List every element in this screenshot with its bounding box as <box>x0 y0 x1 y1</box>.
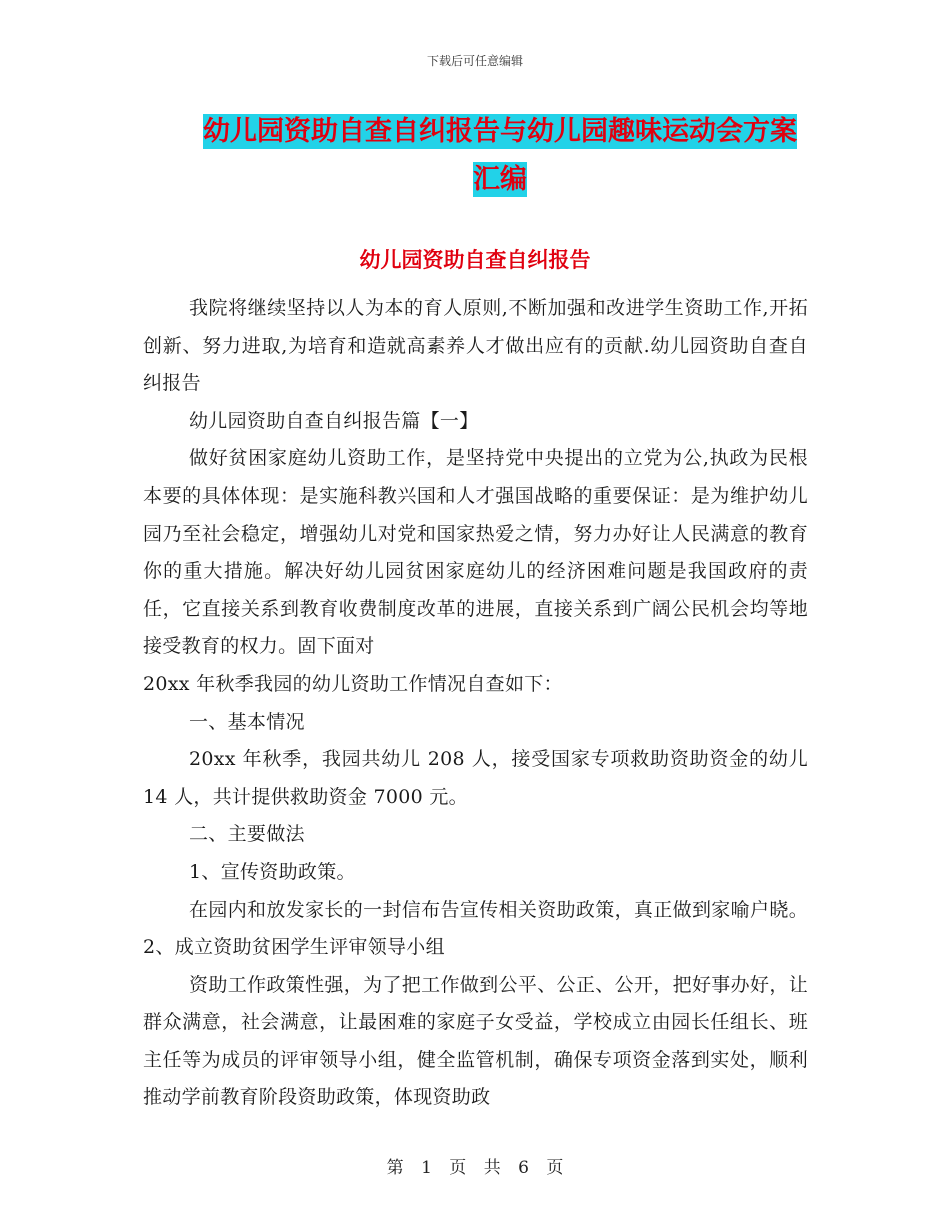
heading-policy-publicity: 1、宣传资助政策。 <box>189 860 356 883</box>
heading-main-practices: 二、主要做法 <box>189 823 305 846</box>
paragraph-main: 做好贫困家庭幼儿资助工作，是坚持党中央提出的立党为公,执政为民根本要的具体体现：是实施科教兴国和人才强国战略的重要保证：是为维护幼儿园乃至社会稳定，增强幼儿对党和国家热爱之情，努力办好让人民满意的教育你的重大措施。解决好幼儿园贫困家庭幼儿的经济困难问题是我国政府的责任，它直接关系到教育收费制度改革的进展，直接关系到广阔公民机会均等地接受教育的权力。固下面对 <box>143 447 808 658</box>
current-page-number: 1 <box>421 1158 432 1178</box>
document-title <box>190 108 810 204</box>
footer-prefix: 第 <box>386 1158 404 1178</box>
heading-basic-info: 一、基本情况 <box>189 710 305 733</box>
section-title: 幼儿园资助自查自纠报告 <box>359 248 591 272</box>
footer-total-prefix: 共 <box>483 1158 501 1178</box>
paragraph-intro: 我院将继续坚持以人为本的育人原则,不断加强和改进学生资助工作,开拓创新、努力进取,为培育和造就高素养人才做出应有的贡献.幼儿园资助自查自纠报告 <box>143 297 808 395</box>
paragraph-subheading: 幼儿园资助自查自纠报告篇【一】 <box>189 409 479 432</box>
footer-suffix: 页 <box>546 1158 564 1178</box>
paragraph-basic-info: 20xx 年秋季，我园共幼儿 208 人，接受国家专项救助资助资金的幼儿 14 人，共计提供救助资金 7000 元。 <box>143 748 808 808</box>
total-page-number: 6 <box>518 1158 529 1178</box>
paragraph-main-continued: 20xx 年秋季我园的幼儿资助工作情况自查如下： <box>143 672 563 695</box>
document-title-text: 幼儿园资助自查自纠报告与幼儿园趣味运动会方案汇编 <box>203 116 797 195</box>
report-body <box>143 290 808 1117</box>
paragraph-publicity: 在园内和放发家长的一封信布告宣传相关资助政策，真正做到家喻户晓。 2、成立资助贫困学生评审领导小组 <box>143 898 808 959</box>
footer-page-word: 页 <box>449 1158 467 1178</box>
header-note: 下载后可任意编辑 <box>426 54 523 68</box>
page-footer <box>0 1153 950 1178</box>
paragraph-review-group: 资助工作政策性强，为了把工作做到公平、公正、公开，把好事办好，让群众满意，社会满意，让最困难的家庭子女受益，学校成立由园长任组长、班主任等为成员的评审领导小组，健全监管机制，确保专项资金落到实处，顺利推动学前教育阶段资助政策，体现资助政 <box>143 973 808 1109</box>
